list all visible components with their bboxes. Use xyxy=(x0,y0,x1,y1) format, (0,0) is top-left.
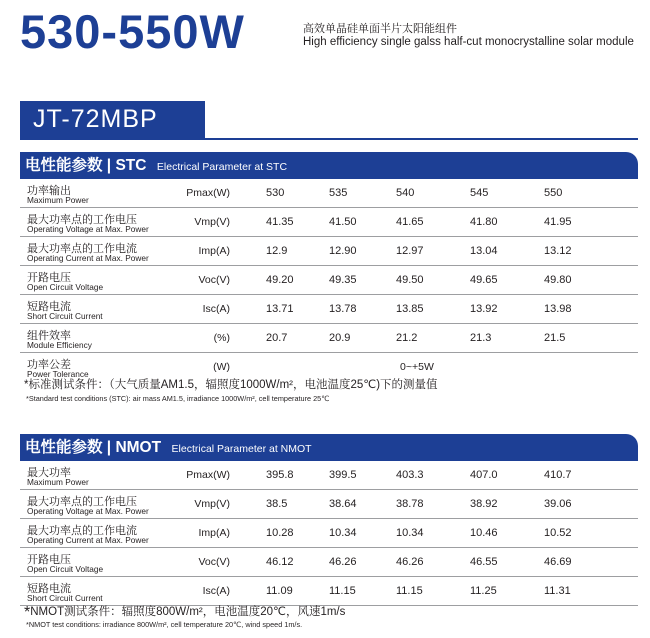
row-label-en: Open Circuit Voltage xyxy=(27,564,104,574)
cell-value: 41.35 xyxy=(266,216,294,228)
row-label-en: Short Circuit Current xyxy=(27,311,103,321)
row-unit: Isc(A) xyxy=(202,585,230,597)
row-label-cn: 最大功率点的工作电流 xyxy=(27,525,137,537)
cell-value: 395.8 xyxy=(266,469,294,481)
cell-value: 11.15 xyxy=(329,585,356,597)
row-unit: (%) xyxy=(213,332,230,344)
row-label-en: Power Tolerance xyxy=(27,369,89,379)
cell-value: 41.50 xyxy=(329,216,357,228)
cell-value: 13.78 xyxy=(329,303,357,315)
row-label-cn: 短路电流 xyxy=(27,301,71,313)
cell-value: 13.85 xyxy=(396,303,424,315)
row-label-cn: 开路电压 xyxy=(27,272,71,284)
tolerance-value: 0~+5W xyxy=(400,361,434,373)
cell-value: 21.3 xyxy=(470,332,492,344)
cell-value: 407.0 xyxy=(470,469,498,481)
cell-value: 535 xyxy=(329,187,348,199)
table-row xyxy=(20,266,638,295)
row-label-en: Short Circuit Current xyxy=(27,593,103,603)
row-label-en: Operating Voltage at Max. Power xyxy=(27,224,149,234)
cell-value: 49.35 xyxy=(329,274,357,286)
cell-value: 410.7 xyxy=(544,469,572,481)
stc-note-en: *Standard test conditions (STC): air mass AM1.5, irradiance 1000W/m², cell temperature 25℃ xyxy=(26,394,330,403)
row-label-en: Open Circuit Voltage xyxy=(27,282,104,292)
row-unit: (W) xyxy=(213,361,230,373)
row-label-en: Operating Current at Max. Power xyxy=(27,253,149,263)
cell-value: 11.31 xyxy=(544,585,571,597)
table-row xyxy=(20,295,638,324)
cell-value: 41.65 xyxy=(396,216,424,228)
cell-value: 12.90 xyxy=(329,245,357,257)
row-label-en: Module Efficiency xyxy=(27,340,92,350)
cell-value: 21.5 xyxy=(544,332,566,344)
stc-table xyxy=(20,179,638,353)
cell-value: 49.80 xyxy=(544,274,572,286)
row-label-cn: 组件效率 xyxy=(27,330,71,342)
cell-value: 10.34 xyxy=(396,527,424,539)
cell-value: 403.3 xyxy=(396,469,424,481)
row-label-en: Operating Voltage at Max. Power xyxy=(27,506,149,516)
cell-value: 10.34 xyxy=(329,527,357,539)
table-row xyxy=(20,490,638,519)
row-label-cn: 最大功率点的工作电流 xyxy=(27,243,137,255)
cell-value: 38.5 xyxy=(266,498,288,510)
row-label-cn: 短路电流 xyxy=(27,583,71,595)
cell-value: 46.12 xyxy=(266,556,294,568)
cell-value: 46.26 xyxy=(329,556,357,568)
cell-value: 12.9 xyxy=(266,245,288,257)
row-label-cn: 最大功率点的工作电压 xyxy=(27,496,137,508)
power-range-title: 530-550W xyxy=(20,5,245,58)
row-unit: Isc(A) xyxy=(202,303,230,315)
cell-value: 550 xyxy=(544,187,563,199)
cell-value: 13.92 xyxy=(470,303,498,315)
cell-value: 49.50 xyxy=(396,274,424,286)
cell-value: 38.64 xyxy=(329,498,357,510)
cell-value: 540 xyxy=(396,187,415,199)
nmot-title-cn: 电性能参数 | NMOT xyxy=(25,439,162,456)
cell-value: 12.97 xyxy=(396,245,424,257)
table-row xyxy=(20,237,638,266)
cell-value: 38.92 xyxy=(470,498,498,510)
cell-value: 46.55 xyxy=(470,556,498,568)
cell-value: 13.98 xyxy=(544,303,572,315)
row-label-cn: 最大功率点的工作电压 xyxy=(27,214,137,226)
cell-value: 399.5 xyxy=(329,469,357,481)
cell-value: 11.09 xyxy=(266,585,293,597)
subtitle-cn: 高效单晶硅单面半片太阳能组件 xyxy=(303,23,457,35)
nmot-section-header xyxy=(20,434,638,461)
row-unit: Pmax(W) xyxy=(186,469,230,481)
cell-value: 10.28 xyxy=(266,527,294,539)
note-asterisk: * xyxy=(24,604,31,621)
cell-value: 10.46 xyxy=(470,527,498,539)
row-label-en: Maximum Power xyxy=(27,195,89,205)
table-row xyxy=(20,324,638,353)
nmot-note-text: NMOT测试条件：辐照度800W/m²，电池温度20℃，风速1m/s xyxy=(30,606,346,618)
cell-value: 20.9 xyxy=(329,332,351,344)
table-row xyxy=(20,208,638,237)
row-unit: Imp(A) xyxy=(198,245,230,257)
cell-value: 13.04 xyxy=(470,245,498,257)
row-unit: Pmax(W) xyxy=(186,187,230,199)
nmot-title-en: Electrical Parameter at NMOT xyxy=(171,443,312,455)
row-label-en: Maximum Power xyxy=(27,477,89,487)
cell-value: 13.12 xyxy=(544,245,572,257)
nmot-note-en: *NMOT test conditions: irradiance 800W/m², cell temperature 20℃, wind speed 1m/s. xyxy=(26,620,303,629)
cell-value: 13.71 xyxy=(266,303,294,315)
cell-value: 41.80 xyxy=(470,216,498,228)
stc-title-cn: 电性能参数 | STC xyxy=(25,157,147,174)
row-label-cn: 功率输出 xyxy=(27,185,71,197)
nmot-table xyxy=(20,461,638,606)
cell-value: 11.15 xyxy=(396,585,423,597)
cell-value: 20.7 xyxy=(266,332,288,344)
row-label-cn: 最大功率 xyxy=(27,467,71,479)
table-row xyxy=(20,577,638,606)
model-underline xyxy=(20,138,638,140)
table-row xyxy=(20,179,638,208)
cell-value: 530 xyxy=(266,187,285,199)
stc-title-en: Electrical Parameter at STC xyxy=(156,161,288,173)
cell-value: 545 xyxy=(470,187,489,199)
row-label-en: Operating Current at Max. Power xyxy=(27,535,149,545)
table-row xyxy=(20,461,638,490)
row-unit: Imp(A) xyxy=(198,527,230,539)
row-label-cn: 开路电压 xyxy=(27,554,71,566)
cell-value: 38.78 xyxy=(396,498,424,510)
cell-value: 46.26 xyxy=(396,556,424,568)
row-unit: Vmp(V) xyxy=(194,216,230,228)
model-label: JT-72MBP xyxy=(20,101,205,138)
row-unit: Voc(V) xyxy=(198,556,230,568)
cell-value: 21.2 xyxy=(396,332,418,344)
stc-section-header xyxy=(20,152,638,179)
cell-value: 49.20 xyxy=(266,274,294,286)
stc-note-cn: *标准测试条件：（大气质量AM1.5，辐照度1000W/m²，电池温度25℃)下的测量值 xyxy=(24,379,438,391)
cell-value: 11.25 xyxy=(470,585,497,597)
subtitle-en: High efficiency single galss half-cut monocrystalline solar module xyxy=(303,36,634,48)
table-row xyxy=(20,519,638,548)
row-label-cn: 功率公差 xyxy=(27,359,71,371)
table-row xyxy=(20,548,638,577)
cell-value: 49.65 xyxy=(470,274,498,286)
row-unit: Voc(V) xyxy=(198,274,230,286)
cell-value: 10.52 xyxy=(544,527,572,539)
cell-value: 39.06 xyxy=(544,498,572,510)
cell-value: 46.69 xyxy=(544,556,572,568)
cell-value: 41.95 xyxy=(544,216,572,228)
row-unit: Vmp(V) xyxy=(194,498,230,510)
